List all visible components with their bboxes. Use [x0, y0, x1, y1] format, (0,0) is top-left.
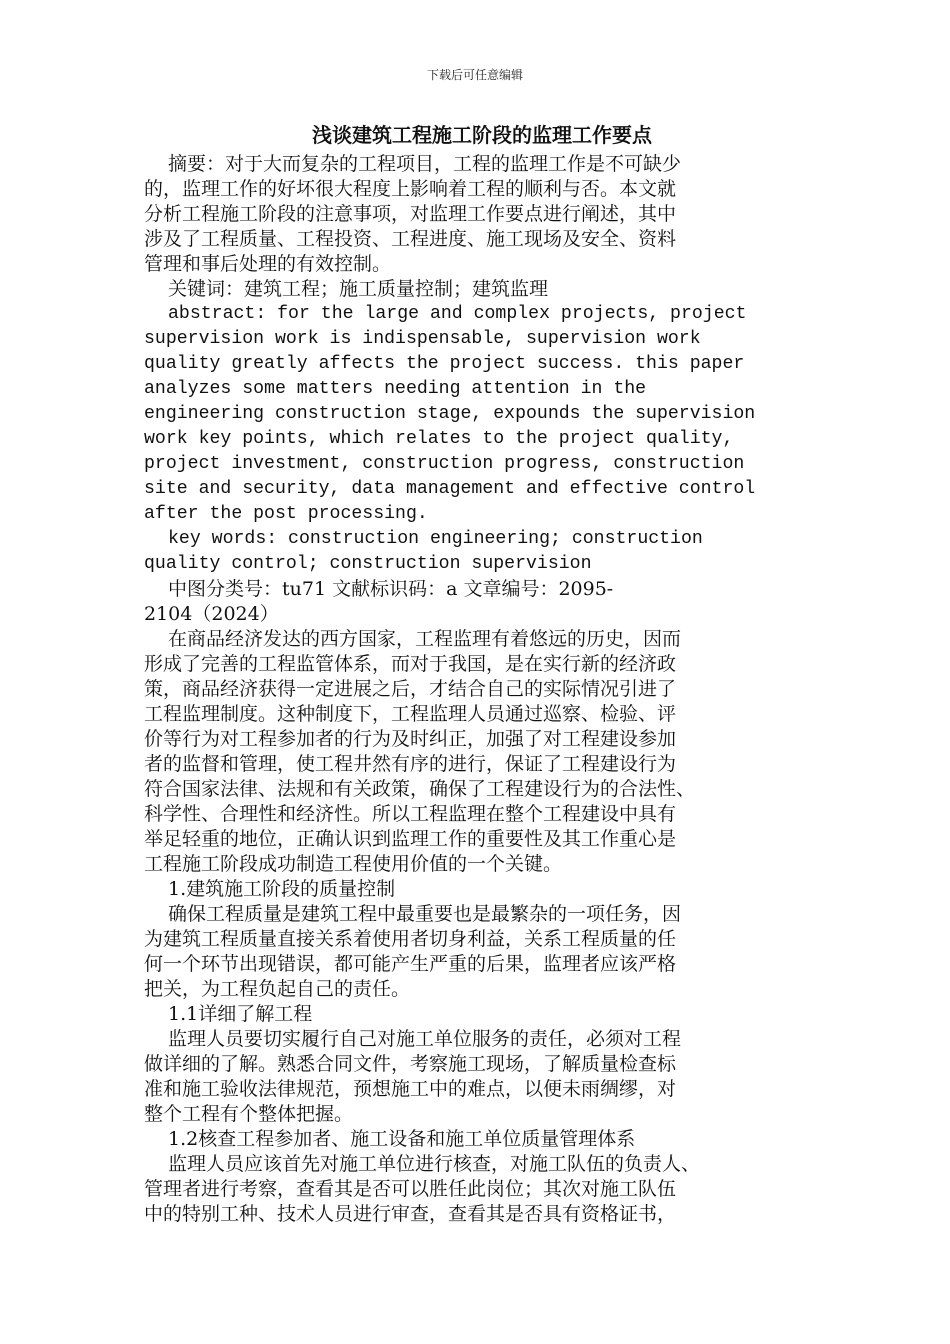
section-1-2-heading: 1.2核查工程参加者、施工设备和施工单位质量管理体系	[168, 1128, 636, 1150]
header-note: 下载后可任意编辑	[426, 68, 523, 82]
section-1-1-heading: 1.1详细了解工程	[168, 1003, 313, 1025]
section-1-line: 确保工程质量是建筑工程中最重要也是最繁杂的一项任务，因	[168, 903, 682, 925]
article-title: 浅谈建筑工程施工阶段的监理工作要点	[312, 123, 652, 147]
abstract-cn-line: 涉及了工程质量、工程投资、工程进度、施工现场及安全、资料	[144, 228, 677, 250]
intro-line: 策，商品经济获得一定进展之后，才结合自己的实际情况引进了	[144, 678, 677, 700]
section-1-body	[144, 902, 784, 1002]
abstract-en-line: abstract: for the large and complex projects, project	[168, 304, 747, 324]
section-1-1-body	[144, 1027, 784, 1127]
abstract-en-line: project investment, construction progress, construction	[144, 454, 745, 474]
abstract-en-line: quality greatly affects the project success. this paper	[144, 354, 745, 374]
intro-line: 工程监理制度。这种制度下，工程监理人员通过巡察、检验、评	[144, 703, 677, 725]
classification-info	[144, 577, 784, 627]
section-1-1-line: 准和施工验收法律规范，预想施工中的难点，以便未雨绸缪，对	[144, 1078, 677, 1100]
intro-line: 举足轻重的地位，正确认识到监理工作的重要性及其工作重心是	[144, 828, 677, 850]
intro-line: 科学性、合理性和经济性。所以工程监理在整个工程建设中具有	[144, 803, 677, 825]
keywords-en-line: key words: construction engineering; construction	[168, 529, 703, 549]
abstract-cn	[144, 152, 784, 277]
section-1-heading: 1.建筑施工阶段的质量控制	[168, 878, 396, 900]
section-1-line: 把关，为工程负起自己的责任。	[144, 978, 411, 1000]
section-1-2-body	[144, 1152, 784, 1227]
intro-line: 符合国家法律、法规和有关政策，确保了工程建设行为的合法性、	[144, 778, 696, 800]
section-1-2-line: 中的特别工种、技术人员进行审查，查看其是否具有资格证书，	[144, 1203, 677, 1225]
classification-line: 2104（2024）	[144, 603, 279, 625]
keywords-en	[144, 527, 784, 577]
classification-line: 中图分类号：tu71 文献标识码：a 文章编号：2095-	[168, 578, 614, 600]
section-1-line: 何一个环节出现错误，都可能产生严重的后果，监理者应该严格	[144, 953, 677, 975]
intro-line: 在商品经济发达的西方国家，工程监理有着悠远的历史，因而	[168, 628, 682, 650]
intro-paragraph	[144, 627, 784, 877]
section-1-line: 为建筑工程质量直接关系着使用者切身利益，关系工程质量的任	[144, 928, 677, 950]
intro-line: 者的监督和管理，使工程井然有序的进行，保证了工程建设行为	[144, 753, 677, 775]
intro-line: 工程施工阶段成功制造工程使用价值的一个关键。	[144, 853, 563, 875]
article-body	[144, 118, 784, 1227]
abstract-en-line: site and security, data management and effective control	[144, 479, 756, 499]
abstract-en-line: supervision work is indispensable, supervision work	[144, 329, 701, 349]
intro-line: 形成了完善的工程监管体系，而对于我国，是在实行新的经济政	[144, 653, 677, 675]
abstract-cn-line: 分析工程施工阶段的注意事项，对监理工作要点进行阐述，其中	[144, 203, 677, 225]
abstract-en-line: work key points, which relates to the project quality,	[144, 429, 734, 449]
keywords-en-line: quality control; construction supervision	[144, 554, 592, 574]
abstract-cn-line: 的，监理工作的好坏很大程度上影响着工程的顺利与否。本文就	[144, 178, 677, 200]
abstract-en-line: engineering construction stage, expounds the supervision	[144, 404, 756, 424]
abstract-en-line: analyzes some matters needing attention in the	[144, 379, 647, 399]
section-1-1-line: 整个工程有个整体把握。	[144, 1103, 354, 1125]
intro-line: 价等行为对工程参加者的行为及时纠正，加强了对工程建设参加	[144, 728, 677, 750]
abstract-en-line: after the post processing.	[144, 504, 428, 524]
section-1-1-line: 做详细的了解。熟悉合同文件，考察施工现场，了解质量检查标	[144, 1053, 677, 1075]
abstract-en	[144, 302, 784, 527]
section-1-2-line: 监理人员应该首先对施工单位进行核查，对施工队伍的负责人、	[168, 1153, 701, 1175]
section-1-1-line: 监理人员要切实履行自己对施工单位服务的责任，必须对工程	[168, 1028, 682, 1050]
abstract-cn-line: 管理和事后处理的有效控制。	[144, 253, 392, 275]
section-1-2-line: 管理者进行考察，查看其是否可以胜任此岗位；其次对施工队伍	[144, 1178, 677, 1200]
abstract-cn-line: 摘要：对于大而复杂的工程项目，工程的监理工作是不可缺少	[168, 153, 682, 175]
keywords-cn: 关键词：建筑工程；施工质量控制；建筑监理	[168, 278, 549, 300]
